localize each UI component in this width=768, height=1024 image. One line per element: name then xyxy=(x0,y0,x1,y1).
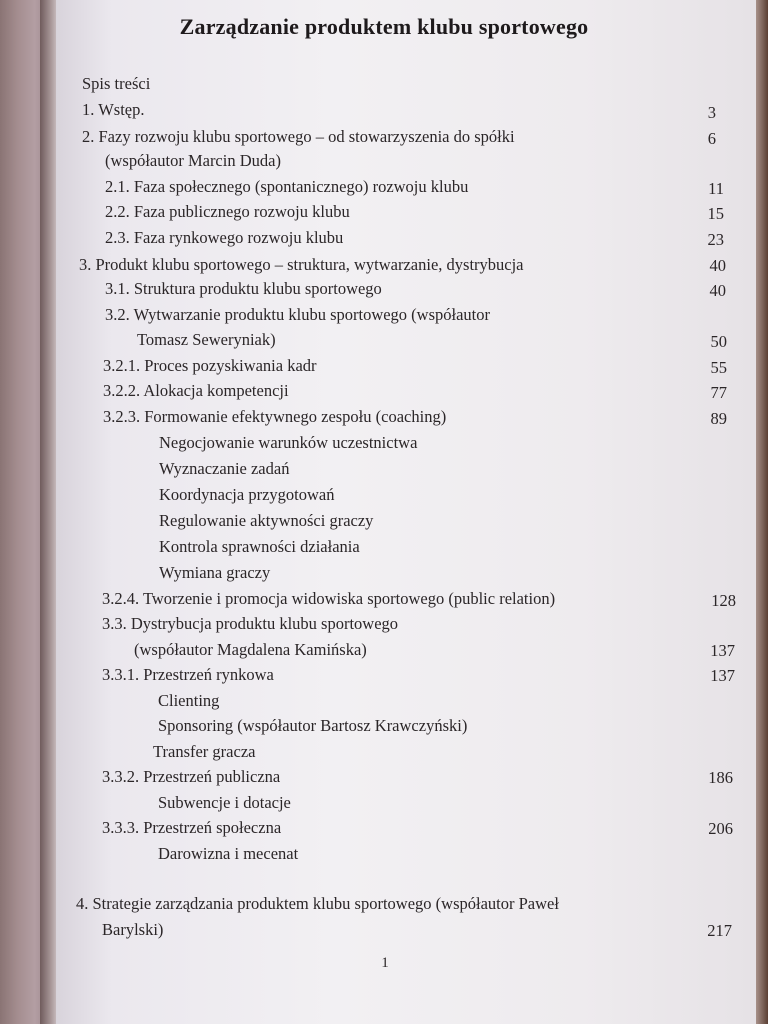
toc-entry-text: 3.3. Dystrybucja produktu klubu sportowego xyxy=(102,614,399,633)
toc-entry-text: Barylski) xyxy=(102,920,164,939)
toc-entry-text: 2.2. Faza publicznego rozwoju klubu xyxy=(105,202,350,221)
toc-entry-text: Transfer gracza xyxy=(153,742,256,761)
document-title: Zarządzanie produktem klubu sportowego xyxy=(179,14,589,39)
toc-entry-page: 15 xyxy=(707,204,724,223)
toc-entry-page: 50 xyxy=(710,332,727,351)
toc-entry-text: Subwencje i dotacje xyxy=(158,793,291,812)
toc-entry-text: 2. Fazy rozwoju klubu sportowego – od stowarzyszenia do spółki xyxy=(82,127,515,146)
toc-entry-page: 186 xyxy=(708,768,733,787)
toc-entry-text: Negocjowanie warunków uczestnictwa xyxy=(159,433,418,452)
toc-entry-page: 55 xyxy=(710,358,727,377)
toc-entry-page: 77 xyxy=(710,383,727,402)
toc-entry-text: Darowizna i mecenat xyxy=(158,844,299,863)
toc-entry-page: 23 xyxy=(707,230,724,249)
toc-entry-page: 137 xyxy=(710,666,735,685)
toc-entry-text: 1. Wstęp. xyxy=(82,100,145,119)
toc-entry-text: (współautor Marcin Duda) xyxy=(105,151,281,170)
toc-entry-text: (współautor Magdalena Kamińska) xyxy=(134,640,367,659)
toc-entry-text: 3.3.2. Przestrzeń publiczna xyxy=(102,767,281,786)
toc-entry-page: 11 xyxy=(708,179,724,198)
toc-entry-page: 40 xyxy=(709,256,726,275)
toc-entry-text: 3.3.3. Przestrzeń społeczna xyxy=(102,818,282,837)
toc-entry-text: 3.2.3. Formowanie efektywnego zespołu (coaching) xyxy=(103,407,447,426)
toc-heading: Spis treści xyxy=(82,74,151,93)
toc-entry-text: Wyznaczanie zadań xyxy=(159,459,290,478)
page-number: 1 xyxy=(381,955,389,971)
toc-entry-page: 137 xyxy=(710,641,735,660)
toc-entry-text: 2.3. Faza rynkowego rozwoju klubu xyxy=(105,228,344,247)
toc-entry-page: 3 xyxy=(707,103,716,122)
toc-entry-page: 40 xyxy=(709,281,726,300)
toc-entry-page: 6 xyxy=(707,129,716,148)
toc-entry-page: 206 xyxy=(708,819,733,838)
right-background-edge xyxy=(756,0,768,1024)
toc-entry-text: 3.2.2. Alokacja kompetencji xyxy=(103,381,289,400)
toc-entry-text: Sponsoring (współautor Bartosz Krawczyński) xyxy=(158,716,468,735)
toc-entry-text: 3.1. Struktura produktu klubu sportowego xyxy=(105,279,382,298)
toc-entry-text: Koordynacja przygotowań xyxy=(159,485,335,504)
toc-entry-text: 3.2.4. Tworzenie i promocja widowiska sportowego (public relation) xyxy=(102,589,556,608)
toc-entry-text: 4. Strategie zarządzania produktem klubu sportowego (współautor Paweł xyxy=(76,894,559,913)
toc-entry-text: Clienting xyxy=(158,691,220,710)
toc-entry-page: 217 xyxy=(707,921,732,940)
toc-entry-page: 89 xyxy=(710,409,727,428)
toc-entry-text: 3.2.1. Proces pozyskiwania kadr xyxy=(103,356,317,375)
toc-entry-page: 128 xyxy=(711,591,736,610)
toc-entry-text: 2.1. Faza społecznego (spontanicznego) rozwoju klubu xyxy=(105,177,469,196)
toc-entry-text: Regulowanie aktywności graczy xyxy=(159,511,374,530)
toc-entry-text: Kontrola sprawności działania xyxy=(159,537,360,556)
toc-entry-text: 3.3.1. Przestrzeń rynkowa xyxy=(102,665,274,684)
toc-entry-text: 3.2. Wytwarzanie produktu klubu sportowego (współautor xyxy=(105,305,491,324)
toc-entry-text: 3. Produkt klubu sportowego – struktura, wytwarzanie, dystrybucja xyxy=(79,255,524,274)
toc-entry-text: Tomasz Seweryniak) xyxy=(137,330,276,349)
toc-entry-text: Wymiana graczy xyxy=(159,563,271,582)
